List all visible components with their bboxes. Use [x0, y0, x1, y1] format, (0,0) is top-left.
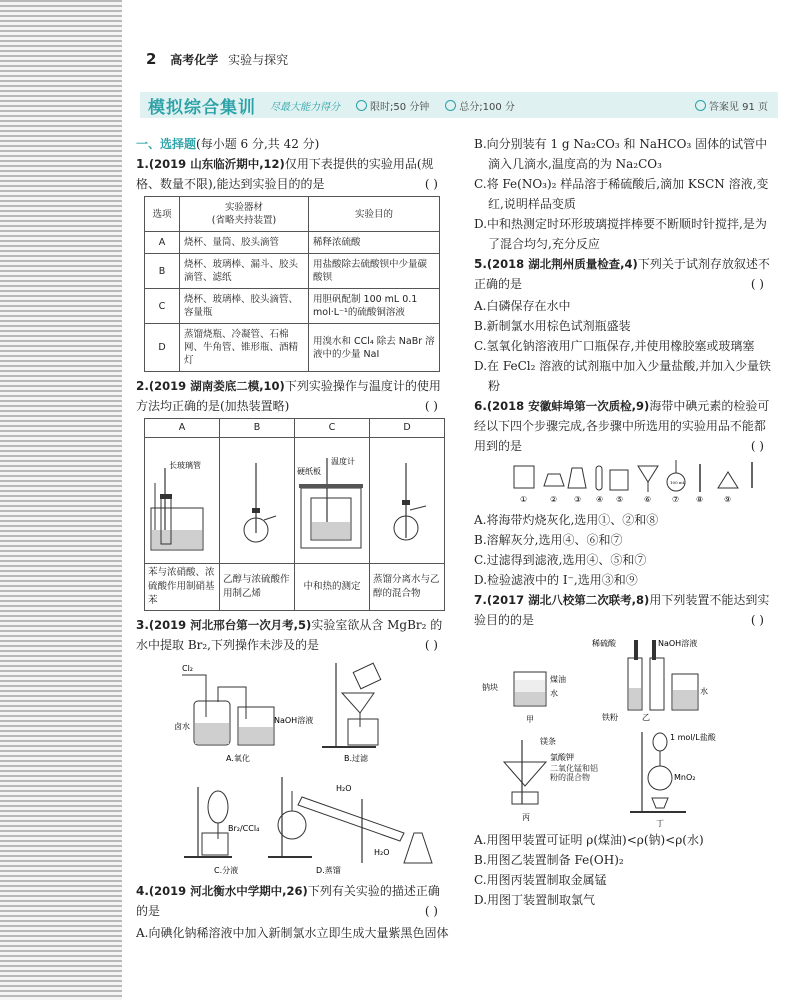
- section-label: 一、选择题: [136, 137, 197, 151]
- table-cell: 用胆矾配制 100 mL 0.1 mol·L⁻¹的硫酸铜溶液: [309, 289, 440, 324]
- figure-c-caption: C.分液: [214, 866, 239, 875]
- table-cell: 蒸馏烧瓶、冷凝管、石棉网、牛角管、锥形瓶、酒精灯: [180, 324, 309, 372]
- mixture-label: 二氧化锰和铝粉的混合物: [550, 764, 598, 782]
- page-binding-edge: [0, 0, 122, 1000]
- question-6: [474, 396, 776, 456]
- figure-c-cell: [295, 438, 370, 564]
- question-stem: 仅用下表提供的实验用品(规格、数量不限),能达到实验目的的是: [136, 157, 434, 191]
- question-7: [474, 590, 776, 630]
- figure-b-caption: B.过滤: [344, 754, 369, 763]
- table-cell: 用盐酸除去硫酸钡中少量碳酸钡: [309, 254, 440, 289]
- table-row: [145, 289, 440, 324]
- answer-reference-text: 答案见 91 页: [708, 101, 768, 113]
- table-row: [145, 254, 440, 289]
- clay-triangle-icon: [718, 472, 738, 488]
- figure-a-caption: A.氧化: [226, 754, 250, 763]
- figure-a-cell: [145, 438, 220, 564]
- apparatus-label: ⑨: [724, 495, 732, 504]
- question-5: [474, 254, 776, 294]
- question-1: [136, 154, 450, 194]
- figure-d-cell: [370, 438, 445, 564]
- table-row: [145, 232, 440, 254]
- table-cell: D: [145, 324, 180, 372]
- total-score-text: 总分;100 分: [459, 101, 515, 113]
- banner-title: 模拟综合集训: [148, 97, 256, 118]
- figure-caption: 苯与浓硝酸、浓硫酸作用制硝基苯: [145, 564, 220, 611]
- pencil-icon: [695, 100, 706, 111]
- q3-figure: [136, 657, 446, 879]
- iron-powder-label: 铁粉: [602, 713, 618, 722]
- answer-bracket: ( ): [424, 399, 438, 413]
- question-source: (2017 湖北八校第二次联考,8): [486, 593, 650, 607]
- question-stem: 海带中碘元素的检验可经以下四个步骤完成,各步骤中所选用的实验用品不能都用到的是: [474, 399, 770, 453]
- question-source: (2018 湖北荆州质量检查,4): [486, 257, 638, 271]
- apparatus-label: ⑥: [644, 495, 652, 504]
- naoh-solution-label: NaOH溶液: [658, 639, 698, 648]
- q7-option-c: C.用图丙装置制取金属锰: [474, 873, 607, 887]
- apparatus-label: ⑦: [672, 495, 680, 504]
- answer-bracket: ( ): [424, 638, 438, 652]
- apparatus-label: ②: [550, 495, 558, 504]
- question-2: [136, 376, 450, 416]
- mno2-label: MnO₂: [674, 773, 696, 782]
- q4-option-b: B.向分别装有 1 g Na₂CO₃ 和 NaHCO₃ 固体的试管中滴入几滴水,温度高的为 Na₂CO₃: [474, 137, 768, 171]
- total-score: [445, 98, 515, 113]
- water-label-2: 水: [700, 687, 708, 696]
- question-source: (2019 湖南娄底二模,10): [148, 379, 285, 393]
- answer-bracket: ( ): [424, 177, 438, 191]
- q5-option-d: D.在 FeCl₂ 溶液的试剂瓶中加入少量盐酸,并加入少量铁粉: [474, 359, 772, 393]
- kerosene-label: 煤油: [550, 675, 566, 684]
- table-header: D: [370, 419, 445, 438]
- cl2-label: Cl₂: [182, 664, 194, 673]
- check-icon: [445, 100, 456, 111]
- exercise-banner: [140, 92, 778, 118]
- q2-table: [144, 418, 445, 611]
- apparatus-label: ④: [596, 495, 604, 504]
- question-number: 1.: [136, 157, 149, 171]
- figure-d-caption: D.蒸馏: [316, 866, 341, 875]
- table-row: [145, 438, 445, 564]
- apparatus-label: ①: [520, 495, 528, 504]
- table-header: C: [295, 419, 370, 438]
- question-stem: 实验室欲从含 MgBr₂ 的水中提取 Br₂,下列操作未涉及的是: [136, 618, 443, 652]
- beaker-icon: [610, 470, 628, 490]
- br2-ccl4-label: Br₂/CCl₄: [228, 824, 260, 833]
- question-stem: 下列实验操作与温度计的使用方法均正确的是(加热装置略): [136, 379, 441, 413]
- q4-option-d: D.中和热测定时环形玻璃搅拌棒要不断顺时针搅拌,是为了混合均匀,充分反应: [474, 217, 767, 251]
- table-cell: 烧杯、玻璃棒、漏斗、胶头滴管、滤纸: [180, 254, 309, 289]
- crucible-icon: [514, 466, 534, 488]
- question-source: (2019 河北邢台第一次月考,5): [148, 618, 312, 632]
- page-number: 2: [146, 50, 157, 68]
- apparatus-label: ⑤: [616, 495, 624, 504]
- figure-ding-caption: 丁: [656, 819, 664, 828]
- q6-option-c: C.过滤得到滤液,选用④、⑤和⑦: [474, 553, 647, 567]
- q7-option-d: D.用图丁装置制取氯气: [474, 893, 596, 907]
- question-number: 2.: [136, 379, 149, 393]
- question-3: [136, 615, 450, 655]
- question-number: 3.: [136, 618, 149, 632]
- question-stem: 用下列装置不能达到实验目的的是: [474, 593, 770, 627]
- table-row: [145, 324, 440, 372]
- question-4: [136, 881, 450, 921]
- answer-bracket: ( ): [424, 904, 438, 918]
- water-out-label: H₂O: [336, 784, 352, 793]
- banner-slogan: 尽最大能力得分: [270, 101, 340, 113]
- distillation-flask-figure: [370, 438, 444, 558]
- water-label: 水: [550, 689, 558, 698]
- table-header: 选项: [145, 197, 180, 232]
- book-title: 高考化学: [170, 53, 219, 67]
- figure-caption: 乙醇与浓硫酸作用制乙烯: [220, 564, 295, 611]
- test-tube-icon: [596, 466, 602, 490]
- table-row: [145, 564, 445, 611]
- naoh-label: NaOH溶液: [274, 716, 314, 725]
- question-number: 6.: [474, 399, 487, 413]
- kclo3-label: 氯酸钾: [550, 753, 574, 762]
- table-cell: 烧杯、玻璃棒、胶头滴管、容量瓶: [180, 289, 309, 324]
- q5-option-c: C.氢氧化钠溶液用广口瓶保存,并使用橡胶塞或玻璃塞: [474, 339, 755, 353]
- apparatus-label: ⑧: [696, 495, 704, 504]
- answer-bracket: ( ): [750, 613, 764, 627]
- brine-label: 卤水: [174, 722, 190, 731]
- q7-figure: [474, 632, 774, 828]
- q6-option-a: A.将海带灼烧灰化,选用①、②和⑧: [474, 513, 659, 527]
- question-source: (2018 安徽蚌埠第一次质检,9): [486, 399, 650, 413]
- right-column: [474, 134, 776, 910]
- thermometer-label: 温度计: [331, 457, 355, 466]
- section-note: (每小题 6 分,共 42 分): [196, 137, 320, 151]
- q6-apparatus-row: [474, 458, 774, 508]
- answer-bracket: ( ): [750, 439, 764, 453]
- apparatus-label: ③: [574, 495, 582, 504]
- table-cell: B: [145, 254, 180, 289]
- q7-option-b: B.用图乙装置制备 Fe(OH)₂: [474, 853, 624, 867]
- table-row: [145, 197, 440, 232]
- sodium-label: 钠块: [482, 683, 498, 692]
- running-header: [146, 50, 288, 68]
- question-source: (2019 河北衡水中学期中,26): [148, 884, 308, 898]
- figure-b-cell: [220, 438, 295, 564]
- long-glass-tube-label: 长玻璃管: [169, 461, 201, 470]
- water-in-label: H₂O: [374, 848, 390, 857]
- alcohol-lamp-icon: [568, 468, 586, 488]
- q6-option-b: B.溶解灰分,选用④、⑥和⑦: [474, 533, 623, 547]
- question-number: 5.: [474, 257, 487, 271]
- question-stem: 下列有关实验的描述正确的是: [136, 884, 440, 918]
- table-cell: 稀释浓硫酸: [309, 232, 440, 254]
- table-cell: 烧杯、量筒、胶头滴管: [180, 232, 309, 254]
- magnesium-label: 镁条: [540, 737, 556, 746]
- funnel-icon: [638, 466, 658, 482]
- table-header: A: [145, 419, 220, 438]
- time-limit: [356, 98, 429, 113]
- table-header: 实验器材 (省略夹持装置): [180, 197, 309, 232]
- section-title: 实验与探究: [228, 53, 289, 67]
- q4-option-c: C.将 Fe(NO₃)₂ 样品溶于稀硫酸后,滴加 KSCN 溶液,变红,说明样品变质: [474, 177, 769, 211]
- neutralization-heat-figure: [295, 438, 369, 558]
- answer-reference: [695, 98, 768, 113]
- question-stem: 下列关于试剂存放叙述不正确的是: [474, 257, 770, 291]
- figure-caption: 中和热的测定: [295, 564, 370, 611]
- table-header: B: [220, 419, 295, 438]
- evaporating-dish-icon: [544, 474, 564, 486]
- hcl-label: 1 mol/L盐酸: [670, 733, 716, 742]
- table-header: 实验目的: [309, 197, 440, 232]
- nitration-apparatus-figure: [145, 438, 219, 558]
- question-number: 4.: [136, 884, 149, 898]
- table-row: [145, 419, 445, 438]
- table-cell: 用溴水和 CCl₄ 除去 NaBr 溶液中的少量 NaI: [309, 324, 440, 372]
- cardboard-label: 硬纸板: [297, 467, 321, 476]
- question-number: 7.: [474, 593, 487, 607]
- time-limit-text: 限时;50 分钟: [370, 101, 430, 113]
- figure-bing-caption: 丙: [522, 813, 530, 822]
- q4-option-a: A.向碘化钠稀溶液中加入新制氯水立即生成大量紫黑色固体: [136, 926, 449, 940]
- table-cell: A: [145, 232, 180, 254]
- q7-option-a: A.用图甲装置可证明 ρ(煤油)<ρ(钠)<ρ(水): [474, 833, 704, 847]
- q5-option-a: A.白磷保存在水中: [474, 299, 571, 313]
- figure-jia-caption: 甲: [526, 715, 534, 724]
- figure-yi-caption: 乙: [642, 713, 650, 722]
- q5-option-b: B.新制氯水用棕色试剂瓶盛装: [474, 319, 631, 333]
- question-source: (2019 山东临沂期中,12): [148, 157, 285, 171]
- q6-option-d: D.检验滤液中的 I⁻,选用③和⑨: [474, 573, 638, 587]
- page: [122, 0, 790, 1000]
- figure-caption: 蒸馏分离水与乙醇的混合物: [370, 564, 445, 611]
- dilute-acid-label: 稀硫酸: [592, 639, 616, 648]
- clock-icon: [356, 100, 367, 111]
- left-column: [136, 134, 450, 943]
- flask-volume-mark: 100 mL: [670, 480, 686, 485]
- answer-bracket: ( ): [750, 277, 764, 291]
- q1-table: [144, 196, 440, 372]
- table-cell: C: [145, 289, 180, 324]
- ethylene-apparatus-figure: [220, 438, 294, 558]
- section-heading: [136, 134, 450, 154]
